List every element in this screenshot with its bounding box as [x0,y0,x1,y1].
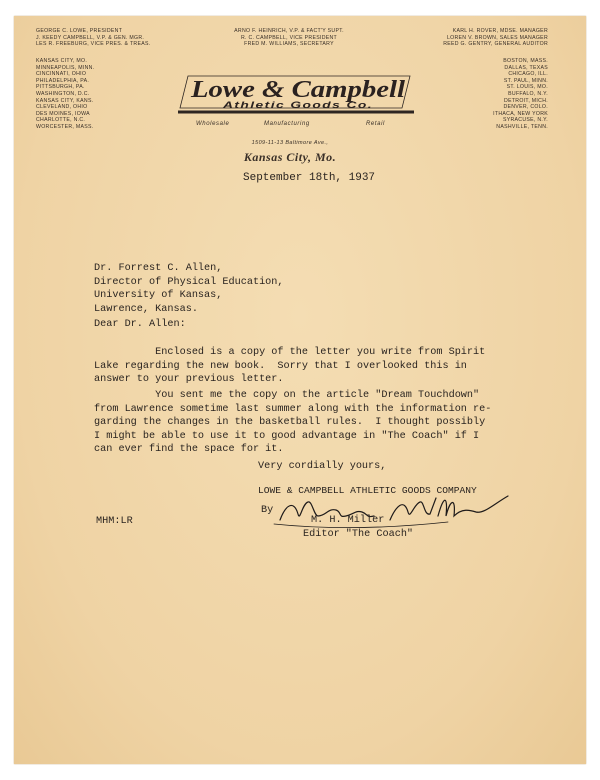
city-line: SYRACUSE, N.Y. [502,117,548,124]
signer-name: M. H. Miller [311,515,385,526]
company-signature-line: LOWE & CAMPBELL ATHLETIC GOODS COMPANY [258,485,477,496]
city-line: DALLAS, TEXAS [504,64,548,71]
body-line: You sent me the copy on the article "Dream Touchdown" [94,390,480,401]
branch-cities-left [36,58,94,131]
officers-center [214,28,364,48]
officer-line: ARNO F. HEINRICH, V.P. & FACT'Y SUPT. [234,28,344,34]
paragraph-2 [94,389,491,457]
officer-line: R. C. CAMPBELL, VICE PRESIDENT [240,34,338,41]
city-line: ST. LOUIS, MO. [506,84,548,91]
city-line: DES MOINES, IOWA [36,110,90,117]
officer-line: KARL H. ROVER, MDSE. MANAGER [452,28,548,34]
city-line: DETROIT, MICH. [504,97,548,104]
by-label: By [261,505,274,516]
company-logo [174,68,422,128]
address-line: Director of Physical Education, [94,276,284,288]
body-line: can ever find the space for it. [94,444,284,456]
tag-retail: Retail [366,121,385,127]
city-line: PHILADELPHIA, PA. [36,77,90,84]
address-line: Lawrence, Kansas. [94,303,198,315]
city-line: BUFFALO, N.Y. [508,90,548,97]
officers-right [436,28,548,48]
body-line: answer to your previous letter. [94,374,284,386]
closing: Very cordially yours, [258,461,387,472]
city-line: KANSAS CITY, KANS. [36,97,94,104]
city-line: ITHACA, NEW YORK [493,110,548,117]
body-line: I might be able to use it to good advantage in "The Coach" if I [94,430,480,442]
address-line: University of Kansas, [94,290,223,302]
signer-title: Editor "The Coach" [303,529,414,540]
city-line: CINCINNATI, OHIO [36,71,87,78]
city-line: MINNEAPOLIS, MINN. [36,64,95,71]
tag-wholesale: Wholesale [196,121,230,127]
reference-initials: MHM:LR [96,516,133,527]
city-line: NASHVILLE, TENN. [496,123,548,130]
tag-manufacturing: Manufacturing [264,121,310,127]
city-line: ST. PAUL, MINN. [503,77,548,84]
salutation: Dear Dr. Allen: [94,319,186,330]
body-line: from Lawrence sometime last summer along with the information re- [94,403,492,415]
body-line: Enclosed is a copy of the letter you write from Spirit [94,347,486,358]
branch-cities-right [460,58,548,131]
street-address: 1509-11-13 Baltimore Ave., [251,140,329,146]
address-line: Dr. Forrest C. Allen, [94,263,223,274]
body-line: Lake regarding the new book. Sorry that I overlooked this in [94,360,467,372]
city-line: CHARLOTTE, N.C. [36,117,86,124]
city-line: KANSAS CITY, MO. [36,58,88,64]
city-line: DENVER, COLO. [503,104,548,111]
city-line: BOSTON, MASS. [503,58,548,64]
officer-line: LOREN V. BROWN, SALES MANAGER [446,34,548,41]
officer-line: GEORGE C. LOWE, PRESIDENT [36,28,123,34]
letter-date: September 18th, 1937 [243,172,376,184]
city-line: WASHINGTON, D.C. [36,90,90,97]
officers-left [36,28,150,48]
paragraph-1 [94,346,485,387]
city-line: CHICAGO, ILL. [508,71,548,78]
city-line: PITTSBURGH, PA. [36,84,85,91]
officer-line: FRED M. WILLIAMS, SECRETARY [244,41,334,48]
officer-line: LES R. FREEBURG, VICE PRES. & TREAS. [36,41,151,48]
officer-line: J. KEEDY CAMPBELL, V.P. & GEN. MGR. [36,34,145,41]
recipient-address [94,262,284,316]
body-line: garding the changes in the basketball rules. I thought possibly [94,417,486,429]
city-line: WORCESTER, MASS. [36,123,94,130]
logo-name: Lowe & Campbell [189,77,406,103]
logo-subtitle: Athletic Goods Co. [221,100,373,111]
city-line: CLEVELAND, OHIO [36,104,88,111]
letterhead-city: Kansas City, Mo. [243,150,337,164]
officer-line: REED G. GENTRY, GENERAL AUDITOR [443,41,548,48]
